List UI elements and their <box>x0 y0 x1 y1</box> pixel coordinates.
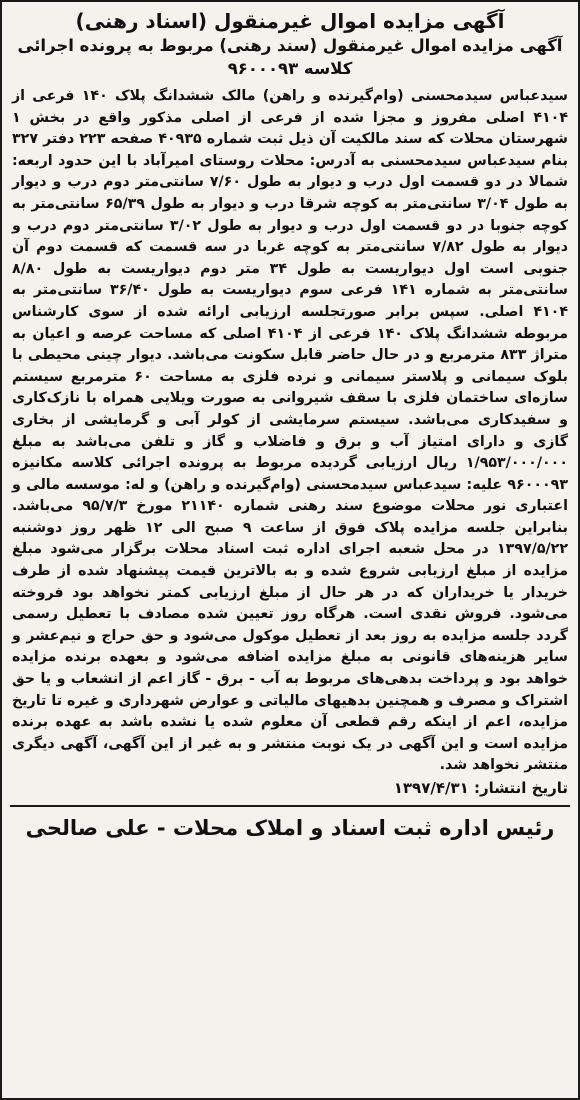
notice-body: سیدعباس سیدمحسنی (وام‌گیرنده و راهن) مالک ششدانگ پلاک ۱۴۰ فرعی از ۴۱۰۴ اصلی مفروز و مجزا شده از فرعی از اصلی مذکور واقع در بخش ۱ شهرستان محلات که سند مالکیت آن ذیل ثبت شماره ۴۰۹۳۵ صفحه ۲۲۳ دفتر ۳۲۷ بنام سیدعباس سیدمحسنی به آدرس: محلات روستای امیرآباد با این حدود اربعه: شمالا در دو قسمت اول درب و دیوار به طول ۷/۶۰ سانتی‌متر دوم درب و دیوار به طول ۳/۰۴ سانتی‌متر به کوچه شرقا درب و دیوار به طول ۶۵/۳۹ سانتی‌متر به کوچه جنوبا در دو قسمت اول درب و دیوار به طول ۳/۰۲ سانتی‌متر دوم درب و دیوار به طول ۷/۸۲ سانتی‌متر به کوچه غربا در سه قسمت که قسمت دوم آن جنوبی است اول دیواریست به طول ۳۴ متر دوم دیواریست به طول ۸/۸۰ سانتی‌متر به شماره ۱۴۱ فرعی سوم دیواریست به طول ۳۶/۴۰ سانتی‌متر به ۴۱۰۴ اصلی. سپس برابر صورتجلسه ارزیابی ارائه شده از سوی کارشناس مربوطه ششدانگ پلاک ۱۴۰ فرعی از ۴۱۰۴ اصلی که مساحت عرصه و اعیان به متراژ ۸۳۳ مترمربع و در حال حاضر قابل سکونت می‌باشد. دیوار چینی محیطی با بلوک سیمانی و پلاستر سیمانی و نرده فلزی به مساحت ۶۰ مترمربع سیستم سازه‌ای ساختمان فلزی با سقف شیروانی به صورت ویلایی همراه با نازک‌کاری و سفیدکاری می‌باشد. سیستم سرمایشی از کولر آبی و گرمایشی از بخاری گازی و دارای امتیاز آب و برق و فاضلاب و گاز و تلفن می‌باشد به مبلغ ۱/۹۵۳/۰۰۰/۰۰۰ ریال ارزیابی گردیده مربوط به پرونده اجرائی کلاسه مکانیزه ۹۶۰۰۰۹۳ علیه: سیدعباس سیدمحسنی (وام‌گیرنده و راهن) و له: موسسه مالی و اعتباری نور محلات موضوع سند رهنی شماره ۲۱۱۴۰ مورخ ۹۵/۷/۳ می‌باشد. بنابراین جلسه مزایده پلاک فوق از ساعت ۹ صبح الی ۱۲ ظهر روز دوشنبه ۱۳۹۷/۵/۲۲ در محل شعبه اجرای اداره ثبت اسناد محلات برگزار می‌شود مبلغ مزایده از مبلغ ارزیابی شروع شده و به بالاترین قیمت پیشنهاد شده از طرف خریدار یا خریداران که در هر حال از مبلغ ارزیابی کمتر نخواهد بود فروخته می‌شود. فروش نقدی است. هرگاه روز تعیین شده مصادف با تعطیل رسمی گردد جلسه مزایده به روز بعد از تعطیل موکول می‌شود و حق حراج و نیم‌عشر و سایر هزینه‌های قانونی به مبلغ مزایده اضافه می‌شود و بعهده برنده مزایده خواهد بود و پرداخت بدهی‌های مربوط به آب - برق - گاز اعم از انشعاب و یا حق اشتراک و مصرف و همچنین بدهیهای مالیاتی و عوارض شهرداری و غیره تا تاریخ مزایده، اعم از اینکه رقم قطعی آن معلوم شده یا نشده باشد به عهده برنده مزایده است و این آگهی در یک نوبت منتشر و به غیر از این آگهی، آگهی دیگری منتشر نخواهد شد. <box>12 88 569 774</box>
notice-subtitle: آگهی مزایده اموال غیرمنقول (سند رهنی) مربوط به پرونده اجرائی <box>17 36 563 55</box>
publication-date: تاریخ انتشار: ۱۳۹۷/۴/۳۱ <box>393 779 568 797</box>
case-number: کلاسه ۹۶۰۰۰۹۳ <box>227 59 353 78</box>
notice-title: آگهی مزایده اموال غیرمنقول (اسناد رهنی) <box>75 9 505 33</box>
divider <box>10 805 570 807</box>
notice-header <box>2 2 578 80</box>
signature: رئیس اداره ثبت اسناد و املاک محلات - علی صالحی <box>25 816 555 840</box>
